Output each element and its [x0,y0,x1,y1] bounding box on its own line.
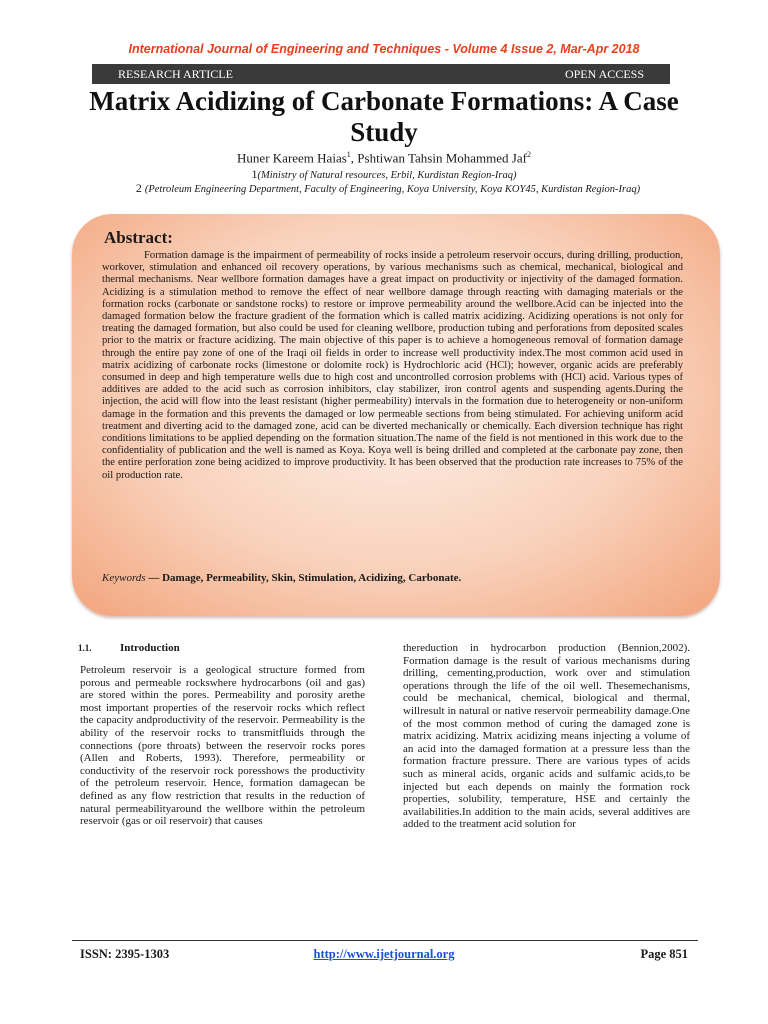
research-article-label: RESEARCH ARTICLE [118,67,233,81]
author-2-affil-mark: 2 [526,150,531,159]
introduction-heading [78,642,180,654]
footer-issn: ISSN: 2395-1303 [80,947,170,961]
journal-title: International Journal of Engineering and Techniques - Volume 4 Issue 2, Mar-Apr 2018 [128,42,640,56]
section-title: Introduction [120,642,180,654]
footer-divider [72,940,698,941]
abstract-text: Formation damage is the impairment of permeability of rocks inside a petroleum reservoir occurs, during drilling, production, workover, stimulation and enhanced oil recovery operations, by various mechanisms such as chemical, mechanical, biological and thermal mechanisms. Near wellbore formation damages have a great impact on productivity or injectivity of the damaged formation. Acidizing is a stimulation method to remove the effect of near wellbore damage through reacting with damaging materials or the formation rocks (carbonate or sandstone rocks) to restore or improve permeability around the wellbore.Acid can be injected into the damaged formation below the fracture gradient of the formation which is called matrix acidizing. Acidizing operations is not only for treating the damaged formation, but also could be used for cleaning wellbore, production tubing and perforations from deposited scales prior to the matrix or fracture acidizing. The main objective of this paper is to achieve a homogeneous removal of formation damage through the entire pay zone of one of the Iraqi oil fields in order to increase well productivity index.The most common acid used in matrix acidizing of carbonate rocks (limestone or dolomite rock) is Hydrochloric acid (HCl); however, organic acids are preferably consumed in deep and high temperature wells due to high cost and uncontrolled corrosion problems with (HCl) acid. Various types of additives are added to the acid such as corrosion inhibitors, clay stabilizer, iron control agents and suspending agents.During the injection, the acid will flow into the least resistant (higher permeability) intervals in the formation due to heterogeneity or non-uniform damage in the formation and this prevents the damaged or low permeable sections from being stimulated. For achieving uniform acid treatment and diverting acid to the damaged zone, acid can be diverted mechanically or chemically. Each diversion technique has right conditions limitations to be applied depending on the formation situation.The name of the field is not mentioned in this work due to the confidentiality of publication and the well is named as Koya. Koya well is being drilled and completed at the carbonate pay zone, then the entire perforation zone being acidized to improve productivity. It has been observed that the production rate increases to 75% of the oil production rate. [102,250,683,481]
intro-right-column: thereduction in hydrocarbon production (Bennion,2002). Formation damage is the result of various mechanisms during drilling, cementing,production, work over and stimulation operations through the life of the oil well. Thesemechanisms, could be mechanical, chemical, biological and thermal, willresult in natural or native reservoir permeability damage.One of the most common method of curing the damaged zone is matrix acidizing. Matrix acidizing means injecting a volume of an acid into the damaged formation at a pressure less than the formation fracture pressure. There are various types of acids such as mineral acids, organic acids and sulfamic acids,to be injected but each depends on mainly the formation rock properties, solubility, temperature, HSE and certainly the availabilities.In addition to the main acids, several additives are added to the treatment acid solution for [403,642,690,831]
open-access-label: OPEN ACCESS [564,67,644,81]
paper-title: Matrix Acidizing of Carbonate Formations: A Case Study [89,86,679,147]
section-number: 1.1. [78,643,92,653]
affiliation-2-text: (Petroleum Engineering Department, Faculty of Engineering, Koya University, Koya KOY45, Kurdistan Region-Iraq) [144,184,641,195]
affiliation-1 [0,167,768,182]
keywords-label: Keywords [102,572,146,584]
affiliation-2 [58,181,718,196]
abstract-heading: Abstract: [104,228,173,247]
affiliation-1-text: (Ministry of Natural resources, Erbil, Kurdistan Region-Iraq) [257,170,517,181]
keywords-dash: — [145,572,163,584]
affiliation-1-number: 1 [251,167,258,181]
authors [0,150,768,166]
footer-journal-link[interactable]: http://www.ijetjournal.org [313,947,455,961]
footer-page-number: Page 851 [640,947,688,961]
author-2: , Pshtiwan Tahsin Mohammed Jaf [350,150,527,166]
article-type-banner [92,64,670,84]
author-1-affil-mark: 1 [346,150,351,159]
author-1: Huner Kareem Haias [237,150,347,166]
keywords-list: Damage, Permeability, Skin, Stimulation, Acidizing, Carbonate. [162,572,462,584]
affiliation-2-number: 2 [135,181,142,195]
intro-left-column: Petroleum reservoir is a geological structure formed from porous and permeable rockswhere hydrocarbons (oil and gas) are stored within the pores. Permeability and porosity arethe most important properties of the reservoir rocks which reflect the capacity andproductivity of the reservoir. Permeability is the ability of the reservoir rocks to transmitfluids through the connections (pore throats) between the reservoir rocks pores (Allen and Roberts, 1993). Therefore, permeability or conductivity of the reservoir rock poresshows the productivity of the petroleum reservoir. Hence, formation damagecan be defined as any flow restriction that results in the reduction of natural permeabilityaround the wellbore within the petroleum reservoir (gas or oil reservoir) that causes [80,664,365,828]
keywords-line [102,572,461,584]
